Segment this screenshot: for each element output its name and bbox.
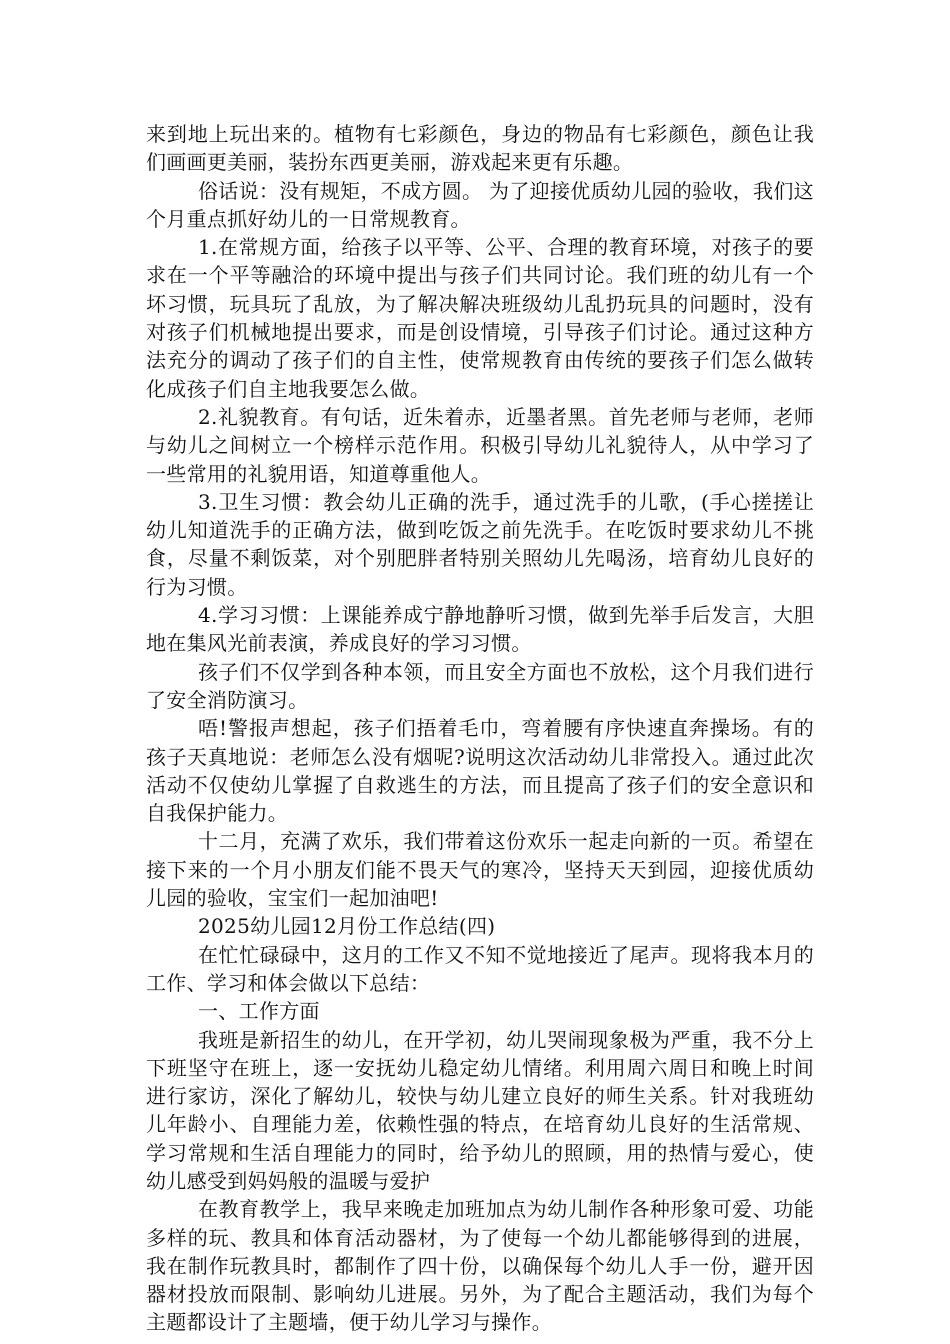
paragraph: 3.卫生习惯：教会幼儿正确的洗手，通过洗手的儿歌，(手心搓搓让幼儿知道洗手的正确方法，做到吃饭之前先洗手。在吃饭时要求幼儿不挑食，尽量不剩饭菜，对个别肥胖者特别关照幼儿先喝汤，培育幼儿良好的行为习惯。 — [146, 489, 814, 599]
document-page — [146, 120, 814, 1337]
paragraph: 4.学习习惯：上课能养成宁静地静听习惯，做到先举手后发言，大胆地在集风光前表演，养成良好的学习习惯。 — [146, 603, 814, 656]
section-heading: 一、工作方面 — [198, 999, 320, 1024]
paragraph: 俗话说：没有规矩，不成方圆。 为了迎接优质幼儿园的验收，我们这个月重点抓好幼儿的一日常规教育。 — [146, 178, 814, 231]
paragraph: 1.在常规方面，给孩子以平等、公平、合理的教育环境，对孩子的要求在一个平等融洽的环境中提出与孩子们共同讨论。我们班的幼儿有一个坏习惯，玩具玩了乱放，为了解决解决班级幼儿乱扔玩具的问题时，没有对孩子们机械地提出要求，而是创设情境，引导孩子们讨论。通过这种方法充分的调动了孩子们的自主性，使常规教育由传统的要孩子们怎么做转化成孩子们自主地我要怎么做。 — [146, 235, 814, 401]
paragraph: 我班是新招生的幼儿，在开学初，幼儿哭闹现象极为严重，我不分上下班坚守在班上，逐一安抚幼儿稳定幼儿情绪。利用周六周日和晚上时间进行家访，深化了解幼儿，较快与幼儿建立良好的师生关系。针对我班幼儿年龄小、自理能力差，依赖性强的特点，在培育幼儿良好的生活常规、学习常规和生活自理能力的同时，给予幼儿的照顾，用的热情与爱心，使幼儿感受到妈妈般的温暖与爱护 — [146, 1027, 814, 1193]
paragraph: 来到地上玩出来的。植物有七彩颜色，身边的物品有七彩颜色，颜色让我们画画更美丽，装扮东西更美丽，游戏起来更有乐趣。 — [146, 122, 814, 175]
paragraph: 在教育教学上，我早来晚走加班加点为幼儿制作各种形象可爱、功能多样的玩、教具和体育活动器材，为了使每一个幼儿都能够得到的进展，我在制作玩教具时，都制作了四十份，以确保每个幼儿人手一份，避开因器材投放而限制、影响幼儿进展。另外，为了配合主题活动，我们为每个主题都设计了主题墙，便于幼儿学习与操作。 — [146, 1197, 814, 1335]
paragraph: 2.礼貌教育。有句话，近朱着赤，近墨者黑。首先老师与老师，老师与幼儿之间树立一个榜样示范作用。积极引导幼儿礼貌待人，从中学习了一些常用的礼貌用语，知道尊重他人。 — [146, 404, 814, 486]
paragraph: 在忙忙碌碌中，这月的工作又不知不觉地接近了尾声。现将我本月的工作、学习和体会做以下总结： — [146, 942, 814, 995]
section-title: 2025幼儿园12月份工作总结(四) — [198, 914, 496, 939]
paragraph: 孩子们不仅学到各种本领，而且安全方面也不放松，这个月我们进行了安全消防演习。 — [146, 659, 814, 712]
paragraph: 十二月，充满了欢乐，我们带着这份欢乐一起走向新的一页。希望在接下来的一个月小朋友们能不畏天气的寒冷，坚持天天到园，迎接优质幼儿园的验收，宝宝们一起加油吧! — [146, 829, 814, 911]
paragraph: 唔!警报声想起，孩子们捂着毛巾，弯着腰有序快速直奔操场。有的孩子天真地说：老师怎么没有烟呢?说明这次活动幼儿非常投入。通过此次活动不仅使幼儿掌握了自救逃生的方法，而且提高了孩子们的安全意识和自我保护能力。 — [146, 716, 814, 826]
